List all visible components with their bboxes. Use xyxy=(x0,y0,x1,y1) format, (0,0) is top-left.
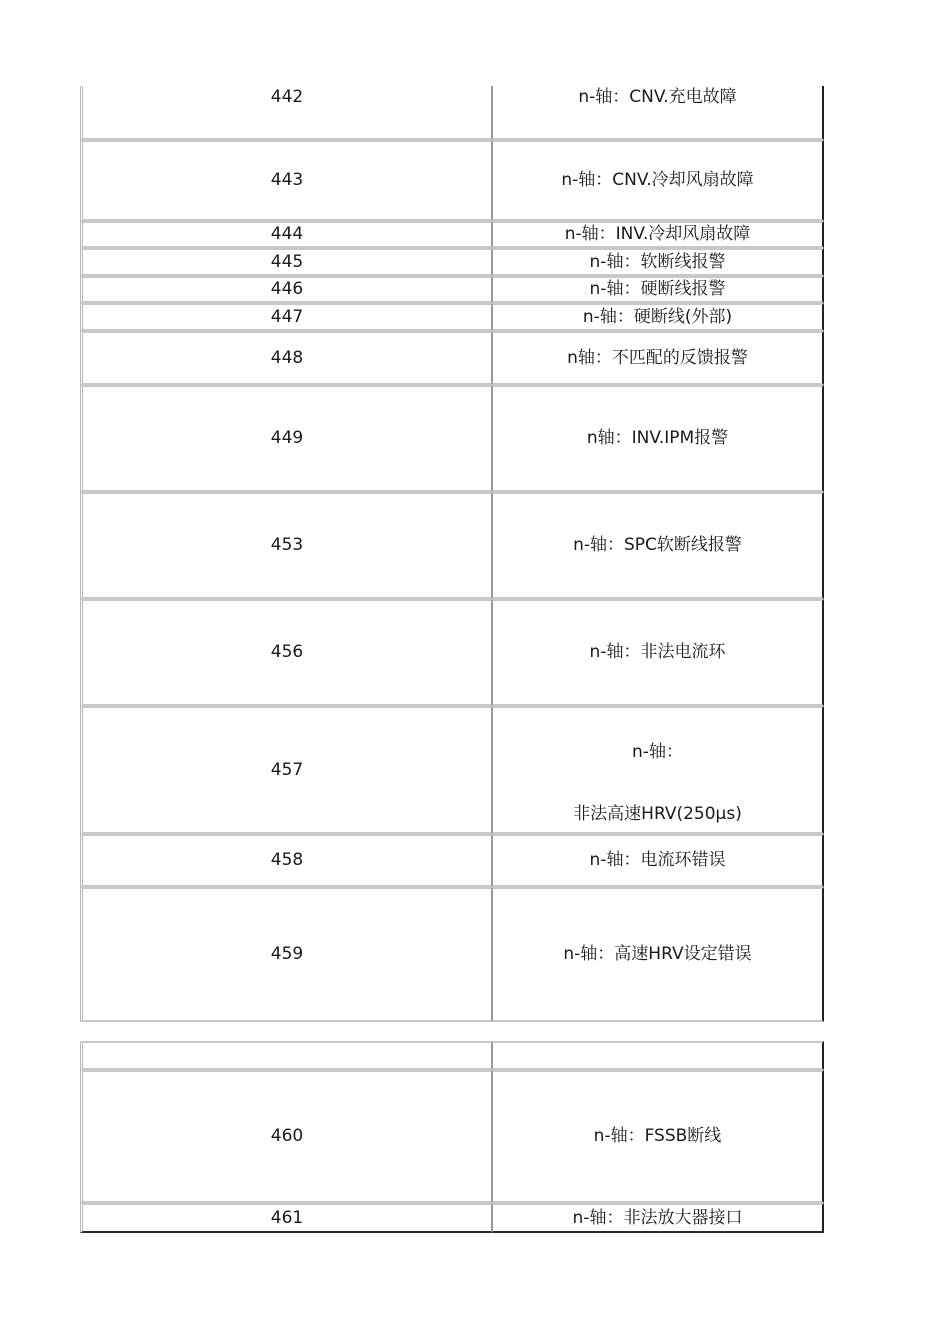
alarm-description: n-轴：INV.冷却风扇故障 xyxy=(493,221,824,248)
table-row xyxy=(80,1070,824,1203)
alarm-code: 446 xyxy=(80,276,493,303)
alarm-code: 442 xyxy=(80,86,493,140)
alarm-description: n-轴：软断线报警 xyxy=(493,248,824,276)
table-row xyxy=(80,221,824,248)
table-row xyxy=(80,706,824,834)
alarm-description: n-轴：硬断线报警 xyxy=(493,276,824,303)
alarm-code: 453 xyxy=(80,492,493,599)
alarm-description: n-轴：SPC软断线报警 xyxy=(493,492,824,599)
alarm-description: n-轴：非法电流环 xyxy=(493,599,824,706)
table-row xyxy=(80,248,824,276)
alarm-description: n-轴：CNV.冷却风扇故障 xyxy=(493,140,824,221)
alarm-description: n-轴：非法放大器接口 xyxy=(493,1203,824,1233)
table-row xyxy=(80,140,824,221)
alarm-description-line: 非法高速HRV(250μs) xyxy=(573,804,742,825)
alarm-code: 459 xyxy=(80,887,493,1022)
alarm-description: n-轴：CNV.充电故障 xyxy=(493,86,824,140)
alarm-code: 444 xyxy=(80,221,493,248)
table-row xyxy=(80,86,824,140)
alarm-description: n-轴：电流环错误 xyxy=(493,834,824,887)
table-row xyxy=(80,331,824,385)
alarm-code: 458 xyxy=(80,834,493,887)
alarm-code: 448 xyxy=(80,331,493,385)
table-row xyxy=(80,1041,824,1070)
table-row xyxy=(80,599,824,706)
alarm-description: n轴：不匹配的反馈报警 xyxy=(493,331,824,385)
alarm-code: 460 xyxy=(80,1070,493,1203)
alarm-description xyxy=(493,1041,824,1070)
alarm-description: n-轴：硬断线(外部) xyxy=(493,303,824,331)
alarm-code: 449 xyxy=(80,385,493,492)
alarm-code: 461 xyxy=(80,1203,493,1233)
alarm-description: n-轴：高速HRV设定错误 xyxy=(493,887,824,1022)
alarm-description-line: n-轴： xyxy=(632,742,683,762)
table-row xyxy=(80,303,824,331)
table-row xyxy=(80,276,824,303)
table-row xyxy=(80,385,824,492)
alarm-description xyxy=(493,706,824,834)
table-row xyxy=(80,834,824,887)
alarm-code: 456 xyxy=(80,599,493,706)
alarm-code: 457 xyxy=(80,706,493,834)
alarm-code xyxy=(80,1041,493,1070)
alarm-code: 447 xyxy=(80,303,493,331)
table-row xyxy=(80,887,824,1022)
table-row xyxy=(80,492,824,599)
table-row xyxy=(80,1203,824,1233)
alarm-description: n轴：INV.IPM报警 xyxy=(493,385,824,492)
alarm-code: 445 xyxy=(80,248,493,276)
alarm-code: 443 xyxy=(80,140,493,221)
alarm-description: n-轴：FSSB断线 xyxy=(493,1070,824,1203)
